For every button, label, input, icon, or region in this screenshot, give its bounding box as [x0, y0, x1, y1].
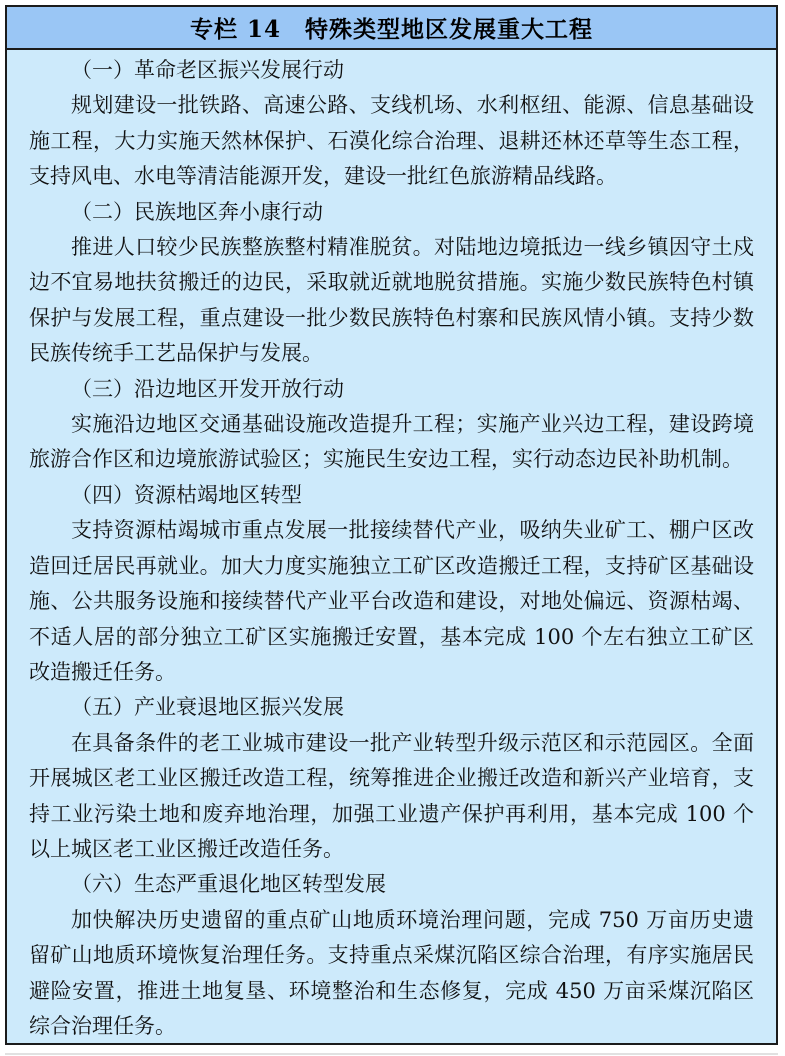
section [29, 195, 754, 372]
section [29, 478, 754, 690]
section [29, 53, 754, 195]
box-body [7, 50, 776, 1043]
section [29, 867, 754, 1043]
box-header [7, 7, 776, 50]
section-paragraph: 在具备条件的老工业城市建设一批产业转型升级示范区和示范园区。全面开展城区老工业区搬迁改造工程，统筹推进企业搬迁改造和新兴产业培育，支持工业污染土地和废弃地治理，加强工业遗产保护再利用，基本完成 100 个以上城区老工业区搬迁改造任务。 [29, 730, 754, 861]
callout-box [5, 5, 778, 1045]
section [29, 372, 754, 478]
section-paragraph: 规划建设一批铁路、高速公路、支线机场、水利枢纽、能源、信息基础设施工程，大力实施天然林保护、石漠化综合治理、退耕还林还草等生态工程，支持风电、水电等清洁能源开发，建设一批红色旅游精品线路。 [29, 93, 754, 189]
section-heading: （五）产业衰退地区振兴发展 [71, 695, 344, 720]
box-title: 专栏 14 特殊类型地区发展重大工程 [189, 16, 593, 43]
section-paragraph: 实施沿边地区交通基础设施改造提升工程；实施产业兴边工程，建设跨境旅游合作区和边境旅游试验区；实施民生安边工程，实行动态边民补助机制。 [29, 412, 754, 472]
section-heading: （四）资源枯竭地区转型 [71, 482, 302, 507]
section-heading: （三）沿边地区开发开放行动 [71, 376, 344, 401]
section-heading: （二）民族地区奔小康行动 [71, 199, 323, 224]
section-paragraph: 推进人口较少民族整族整村精准脱贫。对陆地边境抵边一线乡镇因守土戍边不宜易地扶贫搬迁的边民，采取就近就地脱贫措施。实施少数民族特色村镇保护与发展工程，重点建设一批少数民族特色村寨和民族风情小镇。支持少数民族传统手工艺品保护与发展。 [29, 235, 754, 366]
section-heading: （一）革命老区振兴发展行动 [71, 58, 344, 82]
section-paragraph: 支持资源枯竭城市重点发展一批接续替代产业，吸纳失业矿工、棚户区改造回迁居民再就业。加大力度实施独立工矿区改造搬迁工程，支持矿区基础设施、公共服务设施和接续替代产业平台改造和建设，对地处偏远、资源枯竭、不适人居的部分独立工矿区实施搬迁安置，基本完成 100 个左右独立工矿区改造搬迁任务。 [29, 518, 754, 684]
box-bottom-shadow [5, 1053, 778, 1055]
section [29, 690, 754, 867]
section-heading: （六）生态严重退化地区转型发展 [71, 872, 386, 897]
section-paragraph: 加快解决历史遗留的重点矿山地质环境治理问题，完成 750 万亩历史遗留矿山地质环境恢复治理任务。支持重点采煤沉陷区综合治理，有序实施居民避险安置，推进土地复垦、环境整治和生态修复，完成 450 万亩采煤沉陷区综合治理任务。 [29, 907, 754, 1038]
